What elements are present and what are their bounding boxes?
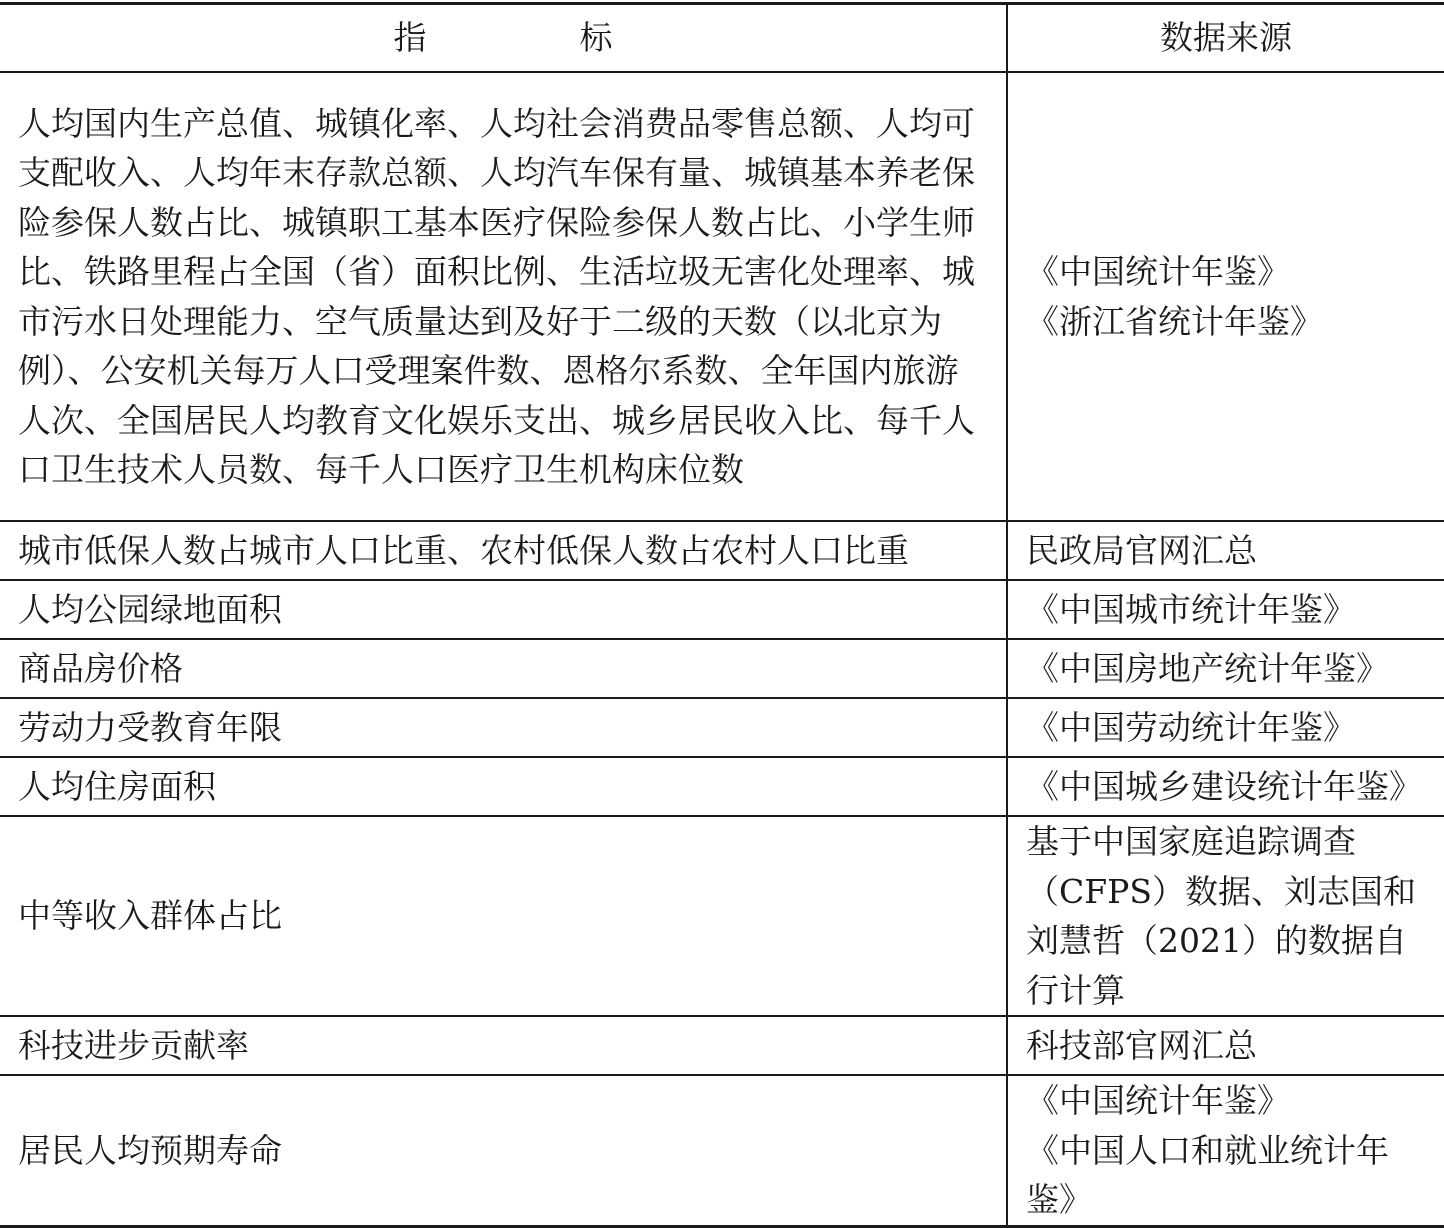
indicator-cell: 人均国内生产总值、城镇化率、人均社会消费品零售总额、人均可支配收入、人均年末存款总额、人均汽车保有量、城镇基本养老保险参保人数占比、城镇职工基本医疗保险参保人数占比、小学生师比、铁路里程占全国（省）面积比例、生活垃圾无害化处理率、城市污水日处理能力、空气质量达到及好于二级的天数（以北京为例）、公安机关每万人口受理案件数、恩格尔系数、全年国内旅游人次、全国居民人均教育文化娱乐支出、城乡居民收入比、每千人口卫生技术人员数、每千人口医疗卫生机构床位数 [0, 72, 1007, 521]
indicator-cell: 中等收入群体占比 [0, 816, 1007, 1016]
indicator-cell: 居民人均预期寿命 [0, 1075, 1007, 1226]
header-indicator [0, 4, 1007, 73]
indicator-cell: 劳动力受教育年限 [0, 698, 1007, 757]
indicator-cell: 科技进步贡献率 [0, 1016, 1007, 1075]
source-line: 《中国人口和就业统计年鉴》 [1026, 1130, 1389, 1219]
table-row [0, 639, 1444, 698]
source-line: 《中国统计年鉴》 [1026, 252, 1290, 291]
table-row [0, 1075, 1444, 1226]
table-row [0, 757, 1444, 816]
table-row [0, 72, 1444, 521]
source-line: 《浙江省统计年鉴》 [1026, 301, 1323, 341]
indicator-cell: 人均公园绿地面积 [0, 580, 1007, 639]
indicator-source-table [0, 2, 1444, 1228]
source-cell [1007, 757, 1444, 816]
source-line: 民政局官网汇总 [1026, 530, 1257, 570]
table-row [0, 698, 1444, 757]
source-cell [1007, 1016, 1444, 1075]
source-line: 《中国城市统计年鉴》 [1026, 589, 1356, 629]
table-row [0, 521, 1444, 580]
table-row [0, 580, 1444, 639]
indicator-cell: 城市低保人数占城市人口比重、农村低保人数占农村人口比重 [0, 521, 1007, 580]
indicator-cell: 人均住房面积 [0, 757, 1007, 816]
source-cell [1007, 72, 1444, 521]
header-indicator-label: 指 标 [393, 18, 673, 58]
source-cell [1007, 521, 1444, 580]
source-cell [1007, 639, 1444, 698]
source-line: 《中国统计年鉴》 [1026, 1081, 1290, 1120]
source-cell [1007, 1075, 1444, 1226]
source-line: 《中国房地产统计年鉴》 [1026, 648, 1389, 688]
source-line: 《中国劳动统计年鉴》 [1026, 707, 1356, 747]
source-cell: 基于中国家庭追踪调查（CFPS）数据、刘志国和刘慧哲（2021）的数据自行计算 [1007, 816, 1444, 1016]
source-cell [1007, 698, 1444, 757]
table-row [0, 816, 1444, 1016]
table-header-row [0, 4, 1444, 73]
source-line: 科技部官网汇总 [1026, 1025, 1257, 1065]
source-line: 《中国城乡建设统计年鉴》 [1026, 766, 1422, 806]
indicator-cell: 商品房价格 [0, 639, 1007, 698]
header-source: 数据来源 [1007, 4, 1444, 73]
source-cell [1007, 580, 1444, 639]
table-row [0, 1016, 1444, 1075]
